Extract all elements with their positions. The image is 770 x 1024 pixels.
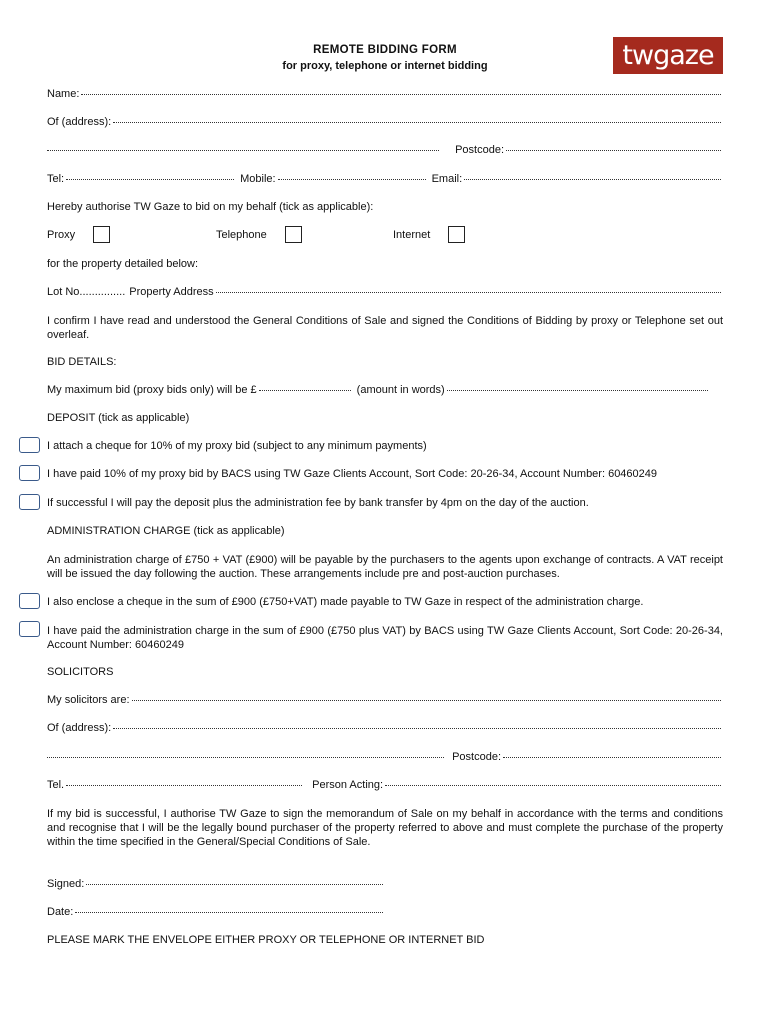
twgaze-logo: twgaze	[613, 37, 723, 74]
max-bid-field[interactable]	[259, 390, 351, 391]
form-subtitle: for proxy, telephone or internet bidding	[282, 60, 488, 72]
form-title: REMOTE BIDDING FORM	[313, 44, 457, 56]
signed-label: Signed:	[47, 878, 85, 890]
property-row	[47, 286, 723, 298]
date-label: Date:	[47, 906, 74, 918]
internet-checkbox[interactable]	[448, 226, 465, 243]
address-row	[47, 116, 723, 128]
deposit-transfer-checkbox[interactable]	[19, 494, 40, 510]
postcode-field[interactable]	[506, 150, 721, 151]
envelope-instruction: PLEASE MARK THE ENVELOPE EITHER PROXY OR TELEPHONE OR INTERNET BID	[47, 934, 485, 946]
deposit-option-transfer: If successful I will pay the deposit plus the administration fee by bank transfer by 4pm on the day of the auction.	[47, 497, 589, 509]
admin-bacs-checkbox[interactable]	[19, 621, 40, 637]
solicitors-address-field[interactable]	[113, 728, 721, 729]
solicitors-tel-label: Tel.	[47, 779, 65, 791]
signed-field[interactable]	[86, 884, 383, 885]
person-acting-field[interactable]	[385, 785, 721, 786]
deposit-heading: DEPOSIT (tick as applicable)	[47, 412, 190, 424]
authorise-text: Hereby authorise TW Gaze to bid on my behalf (tick as applicable):	[47, 201, 374, 213]
amount-words-label: (amount in words)	[356, 384, 445, 396]
address-postcode-row	[47, 144, 723, 156]
option-internet-label: Internet	[393, 229, 431, 241]
solicitors-contact-row	[47, 779, 723, 791]
solicitors-postcode-row	[47, 751, 723, 763]
signed-row	[47, 878, 385, 890]
address-line2-field[interactable]	[47, 150, 439, 151]
option-telephone-label: Telephone	[216, 229, 267, 241]
date-field[interactable]	[75, 912, 383, 913]
confirm-text: I confirm I have read and understood the General Conditions of Sale and signed the Conditions of Bidding by proxy or Telephone set out overleaf.	[47, 315, 723, 341]
bid-details-heading: BID DETAILS:	[47, 356, 117, 368]
admin-option-cheque: I also enclose a cheque in the sum of £900 (£750+VAT) made payable to TW Gaze in respect of the administration charge.	[47, 596, 644, 608]
authority-text: If my bid is successful, I authorise TW Gaze to sign the memorandum of Sale on my behalf in accordance with the terms and conditions and recognise that I will be the legally bound purchaser of the property referred to above and must complete the purchase of the property within the time specified in the General/Special Conditions of Sale.	[47, 808, 723, 848]
name-row	[47, 88, 723, 100]
telephone-checkbox[interactable]	[285, 226, 302, 243]
property-address-field[interactable]	[216, 292, 721, 293]
property-intro: for the property detailed below:	[47, 258, 199, 270]
email-field[interactable]	[464, 179, 721, 180]
mobile-label: Mobile:	[240, 173, 276, 185]
admin-heading: ADMINISTRATION CHARGE (tick as applicable)	[47, 525, 285, 537]
deposit-option-cheque: I attach a cheque for 10% of my proxy bid (subject to any minimum payments)	[47, 440, 427, 452]
tel-field[interactable]	[66, 179, 234, 180]
solicitors-heading: SOLICITORS	[47, 666, 114, 678]
solicitors-row	[47, 694, 723, 706]
solicitors-address-label: Of (address):	[47, 722, 112, 734]
deposit-cheque-checkbox[interactable]	[19, 437, 40, 453]
address-label: Of (address):	[47, 116, 112, 128]
solicitors-postcode-label: Postcode:	[452, 751, 501, 763]
max-bid-label: My maximum bid (proxy bids only) will be £	[47, 384, 257, 396]
amount-words-field[interactable]	[447, 390, 708, 391]
solicitors-tel-field[interactable]	[66, 785, 302, 786]
contact-row	[47, 173, 723, 185]
solicitors-field[interactable]	[132, 700, 721, 701]
admin-text: An administration charge of £750 + VAT (£900) will be payable by the purchasers to the agents upon exchange of contracts. A VAT receipt will be issued the day following the auction. These arrangements include pre and post-auction purchases.	[47, 554, 723, 580]
property-address-label: Property Address	[129, 286, 214, 298]
deposit-option-bacs: I have paid 10% of my proxy bid by BACS using TW Gaze Clients Account, Sort Code: 20-26-34, Account Number: 60460249	[47, 468, 658, 480]
admin-option-bacs: I have paid the administration charge in the sum of £900 (£750 plus VAT) by BACS using TW Gaze Clients Account, Sort Code: 20-26-34, Account Number: 60460249	[47, 625, 723, 651]
postcode-label: Postcode:	[455, 144, 504, 156]
person-acting-label: Person Acting:	[312, 779, 384, 791]
address-field[interactable]	[113, 122, 721, 123]
email-label: Email:	[431, 173, 463, 185]
name-field[interactable]	[81, 94, 721, 95]
mobile-field[interactable]	[278, 179, 426, 180]
solicitors-label: My solicitors are:	[47, 694, 130, 706]
lot-label[interactable]: Lot No...............	[47, 286, 126, 298]
solicitors-address-row	[47, 722, 723, 734]
deposit-bacs-checkbox[interactable]	[19, 465, 40, 481]
name-label: Name:	[47, 88, 80, 100]
option-proxy-label: Proxy	[47, 229, 76, 241]
solicitors-postcode-field[interactable]	[503, 757, 721, 758]
proxy-checkbox[interactable]	[93, 226, 110, 243]
admin-cheque-checkbox[interactable]	[19, 593, 40, 609]
date-row	[47, 906, 385, 918]
tel-label: Tel:	[47, 173, 65, 185]
solicitors-address-line2-field[interactable]	[47, 757, 444, 758]
max-bid-row	[47, 384, 710, 396]
